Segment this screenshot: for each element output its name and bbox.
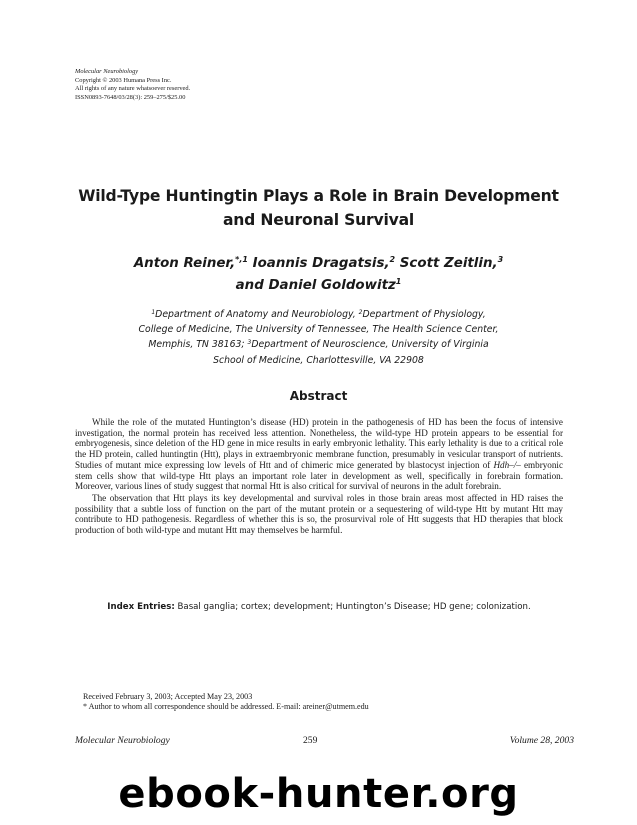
author-affiliation-marker: 1	[395, 277, 402, 286]
affiliation-text: Department of Anatomy and Neurobiology,	[155, 309, 356, 320]
index-entries-text: Basal ganglia; cortex; development; Huntington’s Disease; HD gene; colonization.	[177, 602, 531, 612]
title-line-1: Wild-Type Huntingtin Plays a Role in Brain Development	[78, 187, 559, 205]
author-affiliation-marker: 3	[497, 255, 504, 264]
issn-line: ISSN0893-7648/03/28(3): 259–275/$25.00	[75, 93, 186, 101]
abstract-paragraph: The observation that Htt plays its key developmental and survival roles in those brain areas most affected in HD raises the possibility that a subtle loss of function on the part of the mutant protein or a sequestering of wild-type Htt by mutant Htt may contribute to HD pathogenesis. Regardless of whether this is so, the prosurvival role of Htt suggests that HD therapies that block production of both wild-type and mutant Htt may themselves be harmful.	[75, 492, 563, 536]
title-line-2: and Neuronal Survival	[222, 211, 415, 229]
affiliation-marker: 3	[247, 339, 252, 347]
author-affiliation-marker: 2	[389, 255, 396, 264]
index-entries-label: Index Entries:	[107, 602, 175, 612]
author-affiliation-marker: *,1	[235, 255, 248, 264]
affiliation-text: Department of Neuroscience, University of Virginia	[251, 339, 489, 351]
author-name: Ioannis Dragatsis,	[252, 256, 390, 271]
affiliation-text: School of Medicine, Charlottesville, VA 22908	[213, 354, 424, 366]
affiliations	[60, 307, 577, 368]
author-name: and Daniel Goldowitz	[235, 278, 396, 293]
copyright-line: Copyright © 2003 Humana Press Inc.	[75, 76, 172, 84]
received-note: Received February 3, 2003; Accepted May 23, 2003	[83, 692, 253, 701]
article-title	[60, 184, 577, 232]
correspondence-note: * Author to whom all correspondence should be addressed. E-mail: areiner@utmem.edu	[83, 702, 369, 712]
abstract-text: embryonic stem cells show that wild-type Htt plays an important role later in development as well, specifically in forebrain formation. Moreover, various lines of study suggest that normal Htt is also critical for survival of neurons in the adult forebrain.	[75, 459, 564, 492]
affiliation-text: College of Medicine, The University of Tennessee, The Health Science Center,	[138, 324, 499, 336]
author-name: Anton Reiner,	[133, 256, 236, 271]
footer-volume: Volume 28, 2003	[509, 735, 574, 746]
author-list	[60, 253, 577, 297]
journal-header	[75, 68, 190, 102]
abstract-body	[75, 417, 563, 536]
affiliation-text: Memphis, TN 38163;	[148, 339, 245, 351]
affiliation-marker: 1	[151, 309, 156, 316]
footnotes	[83, 692, 369, 712]
abstract-heading: Abstract	[289, 389, 348, 403]
abstract-text: While the role of the mutated Huntington’s disease (HD) protein in the pathogenesis of HD has been the focus of intensive investigation, the normal protein has received less attention. Nonetheless, the wild-type HD protein appears to be essential for embryogenesis, since deletion of the HD gene in mice results in early embryonic lethality. This early lethality is due to a critical role the HD protein, called huntingtin (Htt), plays in extraembryonic membrane function, presumably in vesicular transport of nutrients. Studies of mutant mice expressing low levels of Htt and of chimeric mice generated by blastocyst injection of	[75, 417, 563, 470]
author-name: Scott Zeitlin,	[399, 256, 498, 271]
page-number: 259	[303, 735, 318, 746]
journal-name: Molecular Neurobiology	[75, 68, 139, 75]
footer-journal: Molecular Neurobiology	[75, 735, 170, 746]
index-entries	[75, 602, 563, 612]
affiliation-marker: 2	[358, 309, 363, 316]
gene-name: Hdh–/–	[493, 459, 521, 470]
abstract-paragraph	[75, 417, 563, 492]
rights-line: All rights of any nature whatsoever reserved.	[75, 85, 191, 93]
watermark: ebook-hunter.org	[118, 771, 519, 817]
affiliation-text: Department of Physiology,	[362, 309, 486, 320]
